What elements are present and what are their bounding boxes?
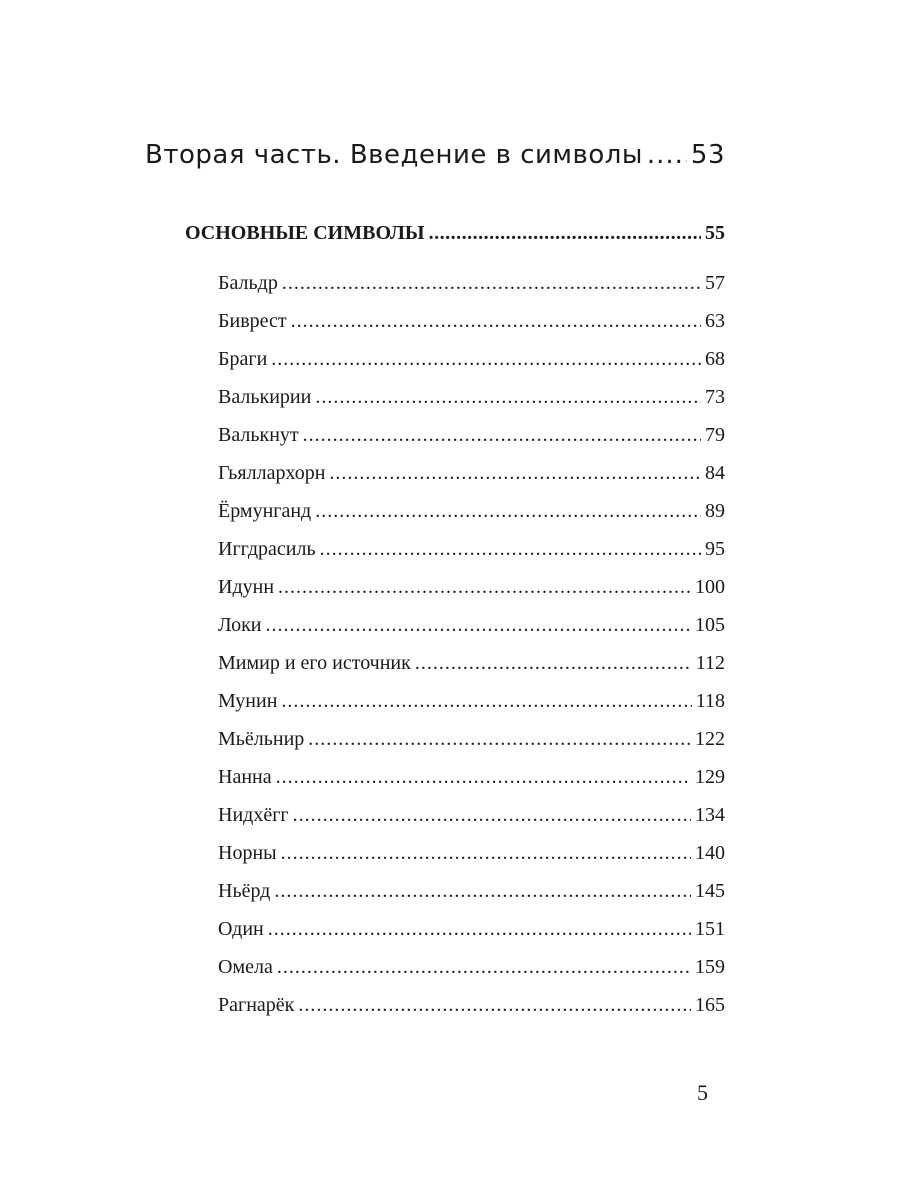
entry-title: Мимир и его источник [218, 652, 411, 674]
page-number: 5 [697, 1080, 708, 1105]
entry-title: Норны [218, 842, 277, 864]
dot-leader [274, 872, 691, 910]
toc-entry [218, 416, 725, 454]
entry-page-number: 129 [695, 766, 725, 788]
toc-entry [218, 758, 725, 796]
entry-title: Нидхёгг [218, 804, 289, 826]
dot-leader [303, 416, 701, 454]
toc-entry [218, 796, 725, 834]
dot-leader [281, 834, 691, 872]
dot-leader [271, 340, 701, 378]
dot-leader [298, 986, 691, 1024]
toc-entry [218, 530, 725, 568]
toc-entry [218, 644, 725, 682]
toc-entry [218, 454, 725, 492]
entry-page-number: 100 [695, 576, 725, 598]
entry-title: Иггдрасиль [218, 538, 316, 560]
dot-leader [315, 378, 701, 416]
entry-page-number: 84 [705, 462, 725, 484]
entry-page-number: 134 [695, 804, 725, 826]
dot-leader [647, 140, 687, 170]
entry-title: Один [218, 918, 264, 940]
entry-page-number: 159 [695, 956, 725, 978]
toc-entry [218, 720, 725, 758]
entry-page-number: 89 [705, 500, 725, 522]
entry-page-number: 165 [695, 994, 725, 1016]
dot-leader [277, 948, 691, 986]
toc-entry [218, 682, 725, 720]
section-title: ОСНОВНЫЕ СИМВОЛЫ [185, 222, 425, 244]
toc-entry-list [218, 264, 725, 1024]
dot-leader [281, 682, 691, 720]
dot-leader [293, 796, 691, 834]
part-page-number: 53 [690, 140, 725, 170]
entry-page-number: 57 [705, 272, 725, 294]
entry-title: Идунн [218, 576, 275, 598]
entry-page-number: 95 [705, 538, 725, 560]
dot-leader [320, 530, 701, 568]
entry-title: Биврест [218, 310, 287, 332]
entry-page-number: 122 [695, 728, 725, 750]
dot-leader [266, 606, 692, 644]
entry-page-number: 68 [705, 348, 725, 370]
part-heading [145, 140, 725, 170]
toc-entry [218, 302, 725, 340]
dot-leader [268, 910, 691, 948]
section-page-number: 55 [705, 222, 725, 244]
dot-leader [276, 758, 691, 796]
entry-title: Нанна [218, 766, 272, 788]
entry-page-number: 112 [695, 652, 725, 674]
entry-title: Валькирии [218, 386, 312, 408]
dot-leader [429, 222, 701, 245]
entry-title: Гьяллархорн [218, 462, 326, 484]
toc-entry [218, 568, 725, 606]
toc-entry [218, 606, 725, 644]
dot-leader [278, 568, 691, 606]
entry-title: Валькнут [218, 424, 299, 446]
entry-page-number: 151 [695, 918, 725, 940]
entry-title: Ньёрд [218, 880, 271, 902]
toc-entry [218, 986, 725, 1024]
entry-title: Мунин [218, 690, 278, 712]
toc-entry [218, 492, 725, 530]
entry-title: Рагнарёк [218, 994, 295, 1016]
toc-entry [218, 834, 725, 872]
entry-page-number: 118 [695, 690, 725, 712]
entry-page-number: 105 [695, 614, 725, 636]
entry-page-number: 140 [695, 842, 725, 864]
dot-leader [282, 264, 701, 302]
entry-page-number: 145 [695, 880, 725, 902]
part-title: Вторая часть. Введение в символы [145, 140, 643, 170]
entry-title: Мьёльнир [218, 728, 305, 750]
toc-entry [218, 264, 725, 302]
dot-leader [329, 454, 701, 492]
section-heading [185, 222, 725, 245]
entry-title: Бальдр [218, 272, 278, 294]
dot-leader [315, 492, 701, 530]
toc-entry [218, 910, 725, 948]
entry-page-number: 79 [705, 424, 725, 446]
entry-title: Ёрмунганд [218, 500, 312, 522]
dot-leader [308, 720, 691, 758]
entry-page-number: 73 [705, 386, 725, 408]
dot-leader [415, 644, 692, 682]
entry-title: Омела [218, 956, 273, 978]
entry-title: Браги [218, 348, 268, 370]
toc-entry [218, 872, 725, 910]
toc-entry [218, 340, 725, 378]
entry-title: Локи [218, 614, 262, 636]
dot-leader [291, 302, 701, 340]
toc-entry [218, 948, 725, 986]
entry-page-number: 63 [705, 310, 725, 332]
toc-entry [218, 378, 725, 416]
